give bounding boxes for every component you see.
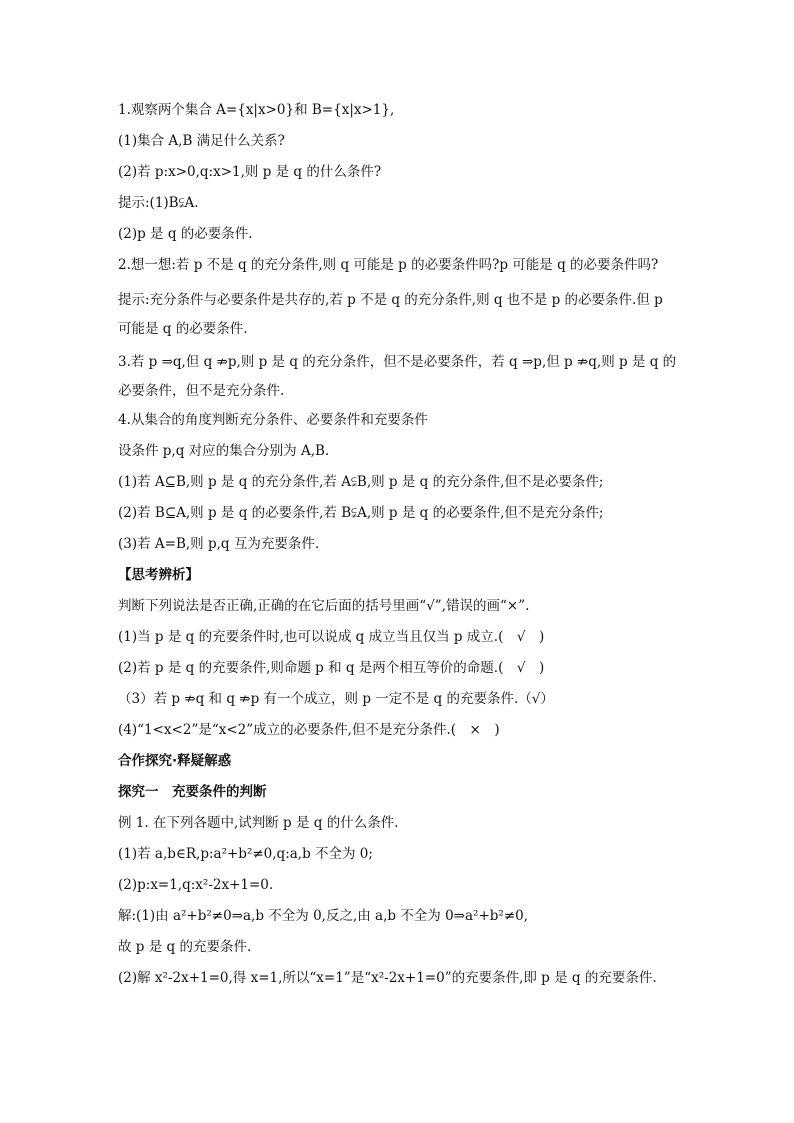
text-line-3: (2)若 p:x>0,q:x>1,则 p 是 q 的什么条件? (118, 164, 382, 180)
text-line-6: 2.想一想:若 p 不是 q 的充分条件,则 q 可能是 p 的必要条件吗?p 可能是 q 的必要条件吗? (118, 257, 659, 273)
solution-line-3: (2)解 x²-2x+1=0,得 x=1,所以“x=1”是“x²-2x+1=0”的充要条件,即 p 是 q 的充要条件. (118, 970, 657, 986)
text-line-12: (2)若 B⊆A,则 p 是 q 的必要条件,若 B⫋A,则 p 是 q 的必要条件,但不是充分条件; (118, 505, 604, 521)
text-line-7: 提示:充分条件与必要条件是共存的,若 p 不是 q 的充分条件,则 q 也不是 p 的必要条件.但 p 可能是 q 的必要条件. (118, 292, 663, 337)
text-line-16: (1)当 p 是 q 的充要条件时,也可以说成 q 成立当且仅当 p 成立.( √ ) (118, 629, 545, 645)
text-line-1: 1.观察两个集合 A={x|x>0}和 B={x|x>1}, (118, 102, 395, 118)
section-heading-cooperative: 合作探究·释疑解惑 (118, 753, 232, 769)
text-line-2: (1)集合 A,B 满足什么关系? (118, 133, 285, 149)
section-heading-inquiry-1: 探究一 充要条件的判断 (118, 784, 267, 800)
text-line-13: (3)若 A=B,则 p,q 互为充要条件. (118, 536, 320, 552)
text-line-19: (4)“1<x<2”是“x<2”成立的必要条件,但不是充分条件.( × ) (118, 722, 500, 738)
text-line-17: (2)若 p 是 q 的充要条件,则命题 p 和 q 是两个相互等价的命题.( √ ) (118, 660, 545, 676)
section-heading-thinking: 【思考辨析】 (118, 567, 199, 583)
text-line-11: (1)若 A⊆B,则 p 是 q 的充分条件,若 A⫋B,则 p 是 q 的充分条件,但不是必要条件; (118, 474, 604, 490)
text-line-15: 判断下列说法是否正确,正确的在它后面的括号里画“√”,错误的画“×”. (118, 598, 530, 614)
text-line-8: 3.若 p ⇒q,但 q ⇏p,则 p 是 q 的充分条件，但不是必要条件，若 q ⇒p,但 p ⇏q,则 p 是 q 的必要条件，但不是充分条件. (118, 354, 677, 399)
example-1-title: 例 1. 在下列各题中,试判断 p 是 q 的什么条件. (118, 815, 399, 831)
text-line-18: （3）若 p ⇏q 和 q ⇏p 有一个成立，则 p 一定不是 q 的充要条件.（√） (118, 691, 554, 707)
solution-line-2: 故 p 是 q 的充要条件. (118, 939, 252, 955)
text-line-23: (1)若 a,b∈R,p:a²+b²≠0,q:a,b 不全为 0; (118, 846, 373, 862)
text-line-4: 提示:(1)B⫋A. (118, 195, 199, 211)
solution-line-1: 解:(1)由 a²+b²≠0⇒a,b 不全为 0,反之,由 a,b 不全为 0⇒a²+b²≠0, (118, 908, 529, 924)
text-line-9: 4.从集合的角度判断充分条件、必要条件和充要条件 (118, 412, 428, 428)
text-line-24: (2)p:x=1,q:x²-2x+1=0. (118, 877, 274, 893)
document-body (118, 100, 678, 999)
text-line-10: 设条件 p,q 对应的集合分别为 A,B. (118, 443, 330, 459)
text-line-5: (2)p 是 q 的必要条件. (118, 226, 253, 242)
